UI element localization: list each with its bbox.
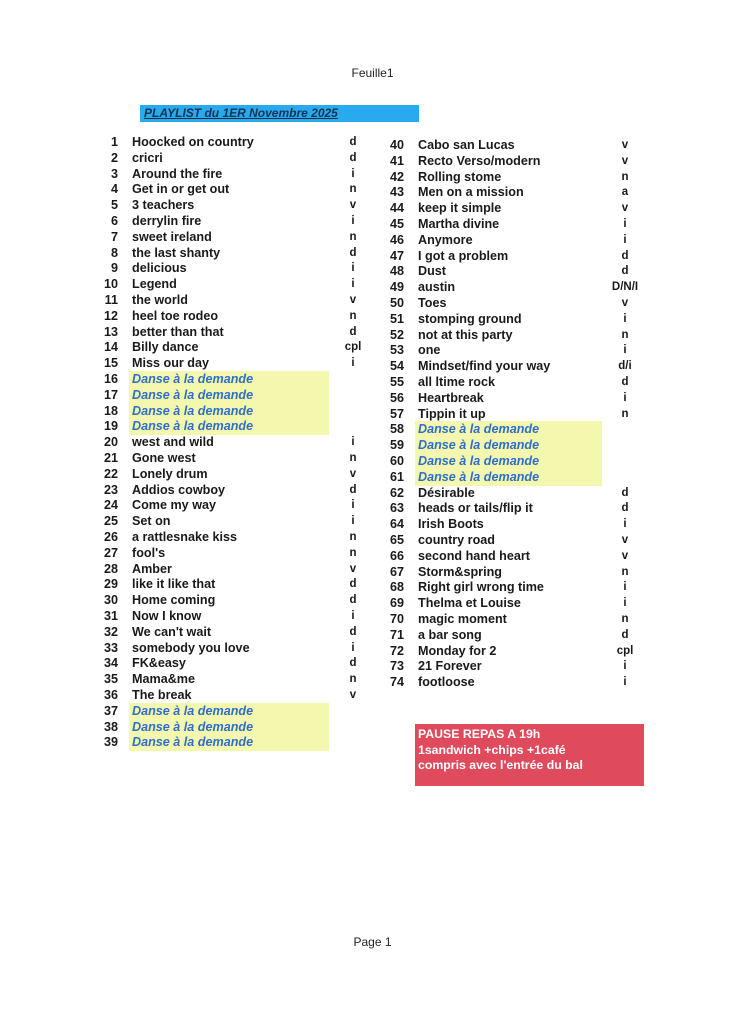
dance-level-code: d [349, 483, 357, 496]
dance-level-code: v [349, 199, 357, 212]
dance-name: Mindset/find your way [418, 359, 551, 374]
dance-level-code: d [621, 265, 629, 278]
playlist-row [386, 185, 716, 201]
dance-level-code: n [621, 407, 629, 420]
track-number: 14 [103, 340, 118, 355]
track-number: 56 [389, 390, 404, 405]
dance-level-code: i [351, 278, 355, 291]
meal-break-notice [415, 724, 644, 786]
track-number: 38 [103, 719, 118, 734]
dance-level-code: v [621, 534, 629, 546]
dance-name: a bar song [418, 627, 482, 642]
playlist-row [100, 656, 430, 672]
playlist-row [386, 296, 716, 312]
dance-level-code: d [349, 325, 357, 338]
track-number: 27 [103, 545, 118, 560]
playlist-row-request-slot [100, 704, 430, 720]
playlist-row [100, 309, 430, 325]
track-number: 5 [110, 198, 118, 213]
playlist-row-request-slot [100, 372, 430, 388]
dance-name: Irish Boots [418, 517, 484, 532]
playlist-row [386, 154, 716, 170]
track-number: 48 [389, 264, 404, 279]
dance-level-code: n [349, 183, 357, 196]
dance-name: Désirable [418, 485, 475, 500]
dance-level-code: i [351, 499, 355, 512]
dance-name: Get in or get out [132, 182, 230, 197]
track-number: 26 [103, 530, 118, 544]
dance-level-code: i [623, 518, 627, 531]
playlist-row [386, 343, 716, 359]
dance-name: Anymore [418, 232, 473, 247]
playlist-row [386, 264, 716, 280]
dance-level-code: d [621, 502, 629, 515]
track-number: 29 [103, 577, 118, 592]
track-number: 54 [389, 359, 404, 374]
playlist-row [100, 641, 430, 657]
dance-level-code: i [623, 233, 627, 246]
dance-name: Come my way [132, 498, 216, 513]
track-number: 39 [103, 735, 118, 750]
dance-level-code: n [349, 531, 357, 543]
dance-name: I got a problem [418, 248, 509, 263]
track-number: 65 [389, 533, 404, 547]
dance-level-code: cpl [616, 644, 634, 657]
dance-level-code: d [349, 594, 357, 607]
dance-name: magic moment [418, 612, 507, 626]
dance-name: like it like that [132, 577, 216, 592]
dance-name: Dust [418, 264, 446, 279]
dance-name: Hoocked on country [132, 135, 254, 149]
dance-name: stomping ground [418, 311, 522, 326]
track-number: 68 [389, 580, 404, 595]
track-number: 42 [389, 169, 404, 184]
dance-level-code: i [623, 676, 627, 689]
dance-name: Legend [132, 277, 177, 292]
dance-level-code: d [349, 136, 357, 148]
track-number: 16 [103, 372, 118, 386]
playlist-row [386, 549, 716, 565]
dance-level-code: d [349, 246, 357, 259]
dance-name: somebody you love [132, 640, 250, 655]
track-number: 71 [389, 627, 404, 642]
playlist-row [386, 659, 716, 675]
dance-level-code: v [621, 297, 629, 309]
dance-level-code: d [349, 578, 357, 591]
dance-level-code: n [349, 309, 357, 322]
dance-level-code: v [621, 139, 629, 151]
track-number: 49 [389, 280, 404, 295]
dance-name: Monday for 2 [418, 643, 497, 658]
dance-level-code: v [621, 549, 629, 562]
playlist-row-request-slot [100, 388, 430, 404]
dance-name: Miss our day [132, 356, 209, 371]
track-number: 32 [103, 624, 118, 639]
playlist-row [386, 517, 716, 533]
dance-name: Right girl wrong time [418, 580, 544, 595]
dance-level-code: d [621, 376, 629, 388]
pause-line-2: 1sandwich +chips +1café [418, 742, 566, 757]
track-number: 53 [389, 343, 404, 358]
track-number: 33 [103, 640, 118, 655]
track-number: 55 [389, 375, 404, 389]
playlist-row [386, 501, 716, 517]
track-number: 58 [389, 422, 404, 437]
playlist-row-request-slot [386, 438, 716, 454]
track-number: 37 [103, 703, 118, 718]
track-number: 15 [103, 356, 118, 371]
dance-name: Danse à la demande [132, 719, 254, 734]
track-number: 21 [103, 451, 118, 465]
track-number: 46 [389, 232, 404, 247]
track-number: 31 [103, 609, 118, 623]
dance-level-code: n [349, 673, 357, 686]
dance-level-code: n [349, 452, 357, 464]
dance-name: Danse à la demande [132, 703, 254, 718]
playlist-row [386, 233, 716, 249]
playlist-row [100, 182, 430, 198]
playlist-row [100, 546, 430, 562]
dance-name: 3 teachers [132, 198, 195, 213]
playlist-row-request-slot [386, 422, 716, 438]
playlist-row-request-slot [386, 454, 716, 470]
dance-level-code: i [623, 391, 627, 404]
track-number: 25 [103, 514, 118, 529]
dance-level-code: i [623, 344, 627, 357]
dance-level-code: i [351, 436, 355, 449]
playlist-row [100, 672, 430, 688]
playlist-row-request-slot [100, 720, 430, 736]
playlist-row-request-slot [100, 419, 430, 435]
playlist-row [386, 375, 716, 391]
dance-name: Danse à la demande [132, 419, 254, 434]
dance-level-code: i [623, 581, 627, 594]
track-number: 52 [389, 327, 404, 342]
dance-level-code: v [349, 562, 357, 575]
dance-name: Around the fire [132, 166, 223, 181]
playlist-row-request-slot [100, 404, 430, 420]
track-number: 1 [110, 135, 118, 149]
playlist-row [100, 246, 430, 262]
playlist-title: PLAYLIST du 1ER Novembre 2025 [140, 105, 419, 122]
dance-name: Danse à la demande [132, 387, 254, 402]
playlist-row [100, 293, 430, 309]
playlist-row [100, 214, 430, 230]
track-number: 10 [103, 277, 118, 292]
dance-name: heads or tails/flip it [418, 501, 533, 516]
dance-name: Storm&spring [418, 564, 502, 579]
dance-name: Cabo san Lucas [418, 138, 515, 152]
track-number: 17 [103, 387, 118, 402]
dance-name: not at this party [418, 327, 513, 342]
playlist-row-request-slot [100, 735, 430, 751]
dance-level-code: d [621, 486, 629, 499]
dance-name: footloose [418, 675, 475, 690]
dance-level-code: v [349, 467, 357, 480]
dance-name: Heartbreak [418, 390, 484, 405]
dance-name: Danse à la demande [132, 372, 254, 386]
dance-level-code: n [621, 613, 629, 625]
playlist-row [100, 325, 430, 341]
dance-name: Home coming [132, 593, 216, 608]
dance-name: Set on [132, 514, 171, 529]
track-number: 9 [110, 261, 118, 276]
track-number: 51 [389, 311, 404, 326]
dance-name: cricri [132, 150, 163, 165]
track-number: 41 [389, 153, 404, 168]
playlist-row [386, 580, 716, 596]
dance-level-code: i [351, 610, 355, 622]
dance-name: Lonely drum [132, 466, 208, 481]
track-number: 12 [103, 308, 118, 323]
dance-name: Danse à la demande [418, 469, 540, 484]
track-number: 62 [389, 485, 404, 500]
playlist-row [100, 625, 430, 641]
playlist-row [386, 312, 716, 328]
playlist-row [386, 217, 716, 233]
playlist-row [386, 486, 716, 502]
playlist-row [386, 533, 716, 549]
playlist-row [100, 467, 430, 483]
track-number: 61 [389, 469, 404, 484]
playlist-row [386, 628, 716, 644]
dance-name: Toes [418, 296, 447, 310]
track-number: 72 [389, 643, 404, 658]
dance-name: Danse à la demande [418, 438, 540, 453]
track-number: 8 [110, 245, 118, 260]
playlist-row [386, 644, 716, 660]
dance-level-code: i [623, 312, 627, 325]
dance-name: one [418, 343, 441, 358]
dance-name: Recto Verso/modern [418, 153, 541, 168]
dance-name: west and wild [132, 435, 214, 450]
track-number: 24 [103, 498, 118, 513]
dance-name: the last shanty [132, 245, 221, 260]
track-number: 70 [389, 612, 404, 626]
dance-name: Danse à la demande [132, 735, 254, 750]
playlist-row [100, 562, 430, 578]
dance-level-code: n [621, 565, 629, 578]
dance-level-code: v [349, 294, 357, 306]
playlist-row [100, 609, 430, 625]
playlist-row [100, 135, 430, 151]
dance-level-code: i [351, 641, 355, 654]
dance-name: Thelma et Louise [418, 596, 521, 611]
playlist-row [386, 612, 716, 628]
dance-name: austin [418, 280, 456, 295]
track-number: 13 [103, 324, 118, 339]
playlist-row [100, 277, 430, 293]
dance-level-code: d/i [618, 360, 632, 373]
dance-level-code: n [621, 328, 629, 341]
dance-level-code: i [623, 597, 627, 610]
playlist-row [386, 391, 716, 407]
playlist-row [100, 688, 430, 704]
playlist-row [386, 328, 716, 344]
dance-level-code: i [351, 357, 355, 370]
track-number: 40 [389, 138, 404, 152]
dance-level-code: d [349, 151, 357, 164]
playlist-row [386, 565, 716, 581]
dance-name: Billy dance [132, 340, 199, 355]
dance-level-code: i [351, 262, 355, 275]
playlist-row [386, 249, 716, 265]
dance-name: country road [418, 533, 495, 547]
track-number: 57 [389, 406, 404, 421]
dance-name: delicious [132, 261, 187, 276]
playlist-row [100, 451, 430, 467]
dance-name: derrylin fire [132, 214, 202, 228]
playlist-row [386, 138, 716, 154]
dance-level-code: v [621, 154, 629, 167]
dance-name: all ltime rock [418, 375, 495, 389]
track-number: 45 [389, 217, 404, 231]
dance-name: keep it simple [418, 201, 502, 216]
track-number: 44 [389, 201, 404, 216]
track-number: 11 [104, 293, 118, 307]
playlist-row [100, 261, 430, 277]
playlist-row [100, 198, 430, 214]
dance-name: fool's [132, 545, 166, 560]
playlist-row [100, 593, 430, 609]
dance-level-code: D/N/I [611, 281, 639, 294]
playlist-row [100, 167, 430, 183]
playlist-row-request-slot [386, 470, 716, 486]
dance-level-code: i [351, 167, 355, 180]
playlist-row [386, 201, 716, 217]
track-number: 6 [110, 214, 118, 228]
dance-name: We can't wait [132, 624, 212, 639]
dance-level-code: i [351, 515, 355, 528]
track-number: 35 [103, 672, 118, 687]
dance-level-code: i [623, 660, 627, 673]
dance-name: 21 Forever [418, 659, 482, 674]
dance-name: Martha divine [418, 217, 500, 231]
playlist-row [100, 577, 430, 593]
dance-level-code: n [349, 230, 357, 243]
dance-name: better than that [132, 324, 224, 339]
track-number: 69 [389, 596, 404, 611]
playlist-row [100, 230, 430, 246]
dance-level-code: d [621, 628, 629, 641]
dance-level-code: v [349, 689, 357, 701]
track-number: 74 [389, 675, 404, 690]
playlist-row [100, 435, 430, 451]
track-number: 73 [389, 659, 404, 674]
dance-name: FK&easy [132, 656, 186, 671]
dance-level-code: a [621, 186, 629, 199]
playlist-row [386, 407, 716, 423]
dance-level-code: v [621, 202, 629, 215]
playlist-row [100, 498, 430, 514]
track-number: 18 [103, 403, 118, 418]
dance-level-code: i [351, 215, 355, 227]
dance-name: Danse à la demande [132, 403, 254, 418]
dance-level-code: i [623, 218, 627, 230]
dance-name: Now I know [132, 609, 202, 623]
track-number: 3 [110, 166, 118, 181]
dance-level-code: d [349, 657, 357, 670]
dance-name: Tippin it up [418, 406, 486, 421]
playlist-row [100, 530, 430, 546]
track-number: 64 [389, 517, 404, 532]
dance-name: Men on a mission [418, 185, 524, 200]
dance-name: heel toe rodeo [132, 308, 219, 323]
track-number: 20 [103, 435, 118, 450]
dance-name: sweet ireland [132, 229, 212, 244]
track-number: 67 [389, 564, 404, 579]
dance-name: Addios cowboy [132, 482, 226, 497]
dance-name: Danse à la demande [418, 454, 540, 468]
track-number: 59 [389, 438, 404, 453]
playlist-row [100, 514, 430, 530]
dance-level-code: n [621, 170, 629, 183]
track-number: 34 [103, 656, 118, 671]
playlist-row [100, 356, 430, 372]
playlist-row [100, 340, 430, 356]
dance-level-code: n [349, 546, 357, 559]
dance-name: Mama&me [132, 672, 195, 687]
dance-name: the world [132, 293, 188, 307]
playlist-row [386, 170, 716, 186]
dance-name: a rattlesnake kiss [132, 530, 238, 544]
track-number: 22 [103, 466, 118, 481]
dance-name: Rolling stome [418, 169, 502, 184]
track-number: 36 [103, 688, 118, 702]
playlist-row [386, 675, 716, 691]
dance-name: Gone west [132, 451, 196, 465]
track-number: 7 [110, 229, 118, 244]
playlist-row [100, 151, 430, 167]
track-number: 2 [110, 150, 118, 165]
playlist-row [386, 596, 716, 612]
track-number: 28 [103, 561, 118, 576]
dance-name: The break [132, 688, 192, 702]
dance-level-code: cpl [344, 341, 362, 354]
track-number: 19 [103, 419, 118, 434]
dance-name: second hand heart [418, 548, 530, 563]
dance-level-code: d [349, 625, 357, 638]
dance-name: Amber [132, 561, 172, 576]
pause-line-3: compris avec l'entrée du bal [418, 758, 583, 772]
playlist-row [386, 359, 716, 375]
sheet-name: Feuille1 [351, 66, 394, 80]
dance-name: Danse à la demande [418, 422, 540, 437]
track-number: 4 [110, 182, 118, 197]
playlist-row [100, 483, 430, 499]
track-number: 50 [389, 296, 404, 310]
track-number: 23 [103, 482, 118, 497]
track-number: 60 [389, 454, 404, 468]
track-number: 47 [389, 248, 404, 263]
pause-line-1: PAUSE REPAS A 19h [418, 727, 541, 741]
track-number: 43 [389, 185, 404, 200]
track-number: 30 [103, 593, 118, 608]
dance-level-code: d [621, 249, 629, 262]
playlist-row [386, 280, 716, 296]
page-number: Page 1 [353, 935, 392, 949]
track-number: 66 [389, 548, 404, 563]
track-number: 63 [389, 501, 404, 516]
